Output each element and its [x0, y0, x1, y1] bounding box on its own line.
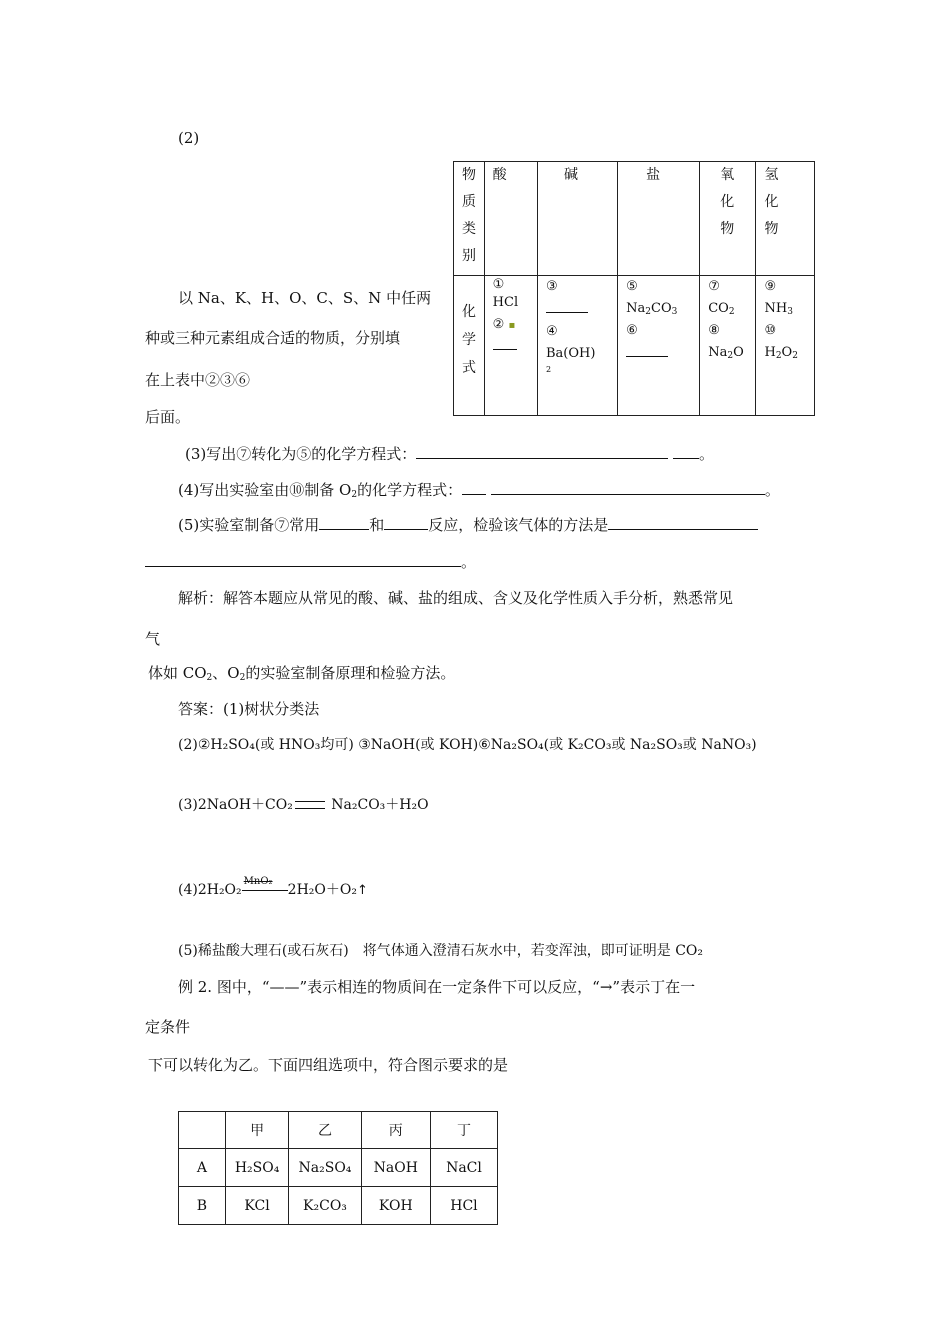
options-header-ding: 丁	[430, 1112, 497, 1149]
answer-5: (5)稀盐酸大理石(或石灰石) 将气体通入澄清石灰水中，若变浑浊，即可证明是 CO₂	[178, 943, 704, 959]
option-label: B	[179, 1187, 226, 1225]
header-salt: 盐	[618, 162, 700, 276]
header-oxide: 氧化物	[700, 162, 756, 276]
example-2-line-3: 下可以转化为乙。下面四组选项中，符合图示要求的是	[148, 1056, 509, 1074]
analysis-line-2: 体如 $CO_2$、$O_2$的实验室制备原理和检验方法。	[148, 664, 456, 683]
option-cell: H₂SO₄	[225, 1149, 288, 1187]
analysis-line-1b: 气	[145, 630, 161, 648]
gas-up-arrow-icon: ↑	[356, 883, 368, 898]
option-cell: K₂CO₃	[289, 1187, 361, 1225]
analysis-line-1: 解析：解答本题应从常见的酸、碱、盐的组成、含义及化学性质入手分析，熟悉常见	[178, 589, 734, 607]
equals-sign	[295, 801, 325, 809]
options-header-bing: 丙	[361, 1112, 430, 1149]
question-3: (3)写出⑦转化为⑤的化学方程式： 。	[185, 445, 715, 463]
table-row	[179, 1149, 498, 1187]
row-label-formula: 化学式	[454, 276, 485, 416]
question-5: (5)实验室制备⑦常用 和 反应，检验该气体的方法是	[178, 515, 758, 535]
instruction-line-3: 在上表中②③⑥	[145, 371, 251, 389]
cell-oxide: ⑦ $CO_2$ ⑧ $Na_2O$	[700, 276, 756, 416]
example-2-line-1: 例 2. 图中，“——”表示相连的物质间在一定条件下可以反应，“→”表示丁在一	[178, 978, 696, 996]
option-cell: NaOH	[361, 1149, 430, 1187]
header-acid: 酸	[484, 162, 537, 276]
example-2-line-2: 定条件	[145, 1018, 191, 1036]
options-table	[178, 1111, 498, 1225]
catalyst-arrow: MnO₂	[242, 880, 288, 900]
answer-1: 答案：(1)树状分类法	[178, 700, 320, 718]
cell-acid: ① HCl ② ▪	[484, 276, 537, 416]
option-cell: KCl	[225, 1187, 288, 1225]
header-category: 物质类别	[454, 162, 485, 276]
header-hydride: 氢化物	[756, 162, 815, 276]
cell-base: ③ ④ Ba(OH) 2	[537, 276, 617, 416]
question-4: (4)写出实验室由⑩制备 $O_2$的化学方程式： 。	[178, 481, 780, 500]
options-header-jia: 甲	[225, 1112, 288, 1149]
question-5-continued: 。	[145, 552, 476, 572]
options-header-yi: 乙	[289, 1112, 361, 1149]
cell-salt: ⑤ $Na_2CO_3$ ⑥	[618, 276, 700, 416]
table-row	[179, 1187, 498, 1225]
instruction-line-4: 后面。	[145, 408, 191, 426]
option-cell: KOH	[361, 1187, 430, 1225]
instruction-line-2: 种或三种元素组成合适的物质，分别填	[145, 329, 401, 347]
answer-2: (2)②H₂SO₄(或 HNO₃均可) ③NaOH(或 KOH)⑥Na₂SO₄(或 K₂CO₃或 Na₂SO₃或 NaNO₃)	[178, 737, 757, 753]
option-cell: Na₂SO₄	[289, 1149, 361, 1187]
header-base: 碱	[537, 162, 617, 276]
option-label: A	[179, 1149, 226, 1187]
option-cell: NaCl	[430, 1149, 497, 1187]
substance-classification-table	[453, 161, 815, 416]
cell-hydride: ⑨ $NH_3$ ⑩ $H_2O_2$	[756, 276, 815, 416]
answer-4: (4)2H₂O₂ MnO₂ 2H₂O＋O₂↑	[178, 876, 368, 898]
part-2-label: (2)	[178, 129, 200, 147]
options-header-empty	[179, 1112, 226, 1149]
instruction-line-1: 以 Na、K、H、O、C、S、N 中任两	[178, 289, 432, 307]
answer-3: (3)2NaOH＋CO₂ Na₂CO₃＋H₂O	[178, 797, 429, 813]
option-cell: HCl	[430, 1187, 497, 1225]
